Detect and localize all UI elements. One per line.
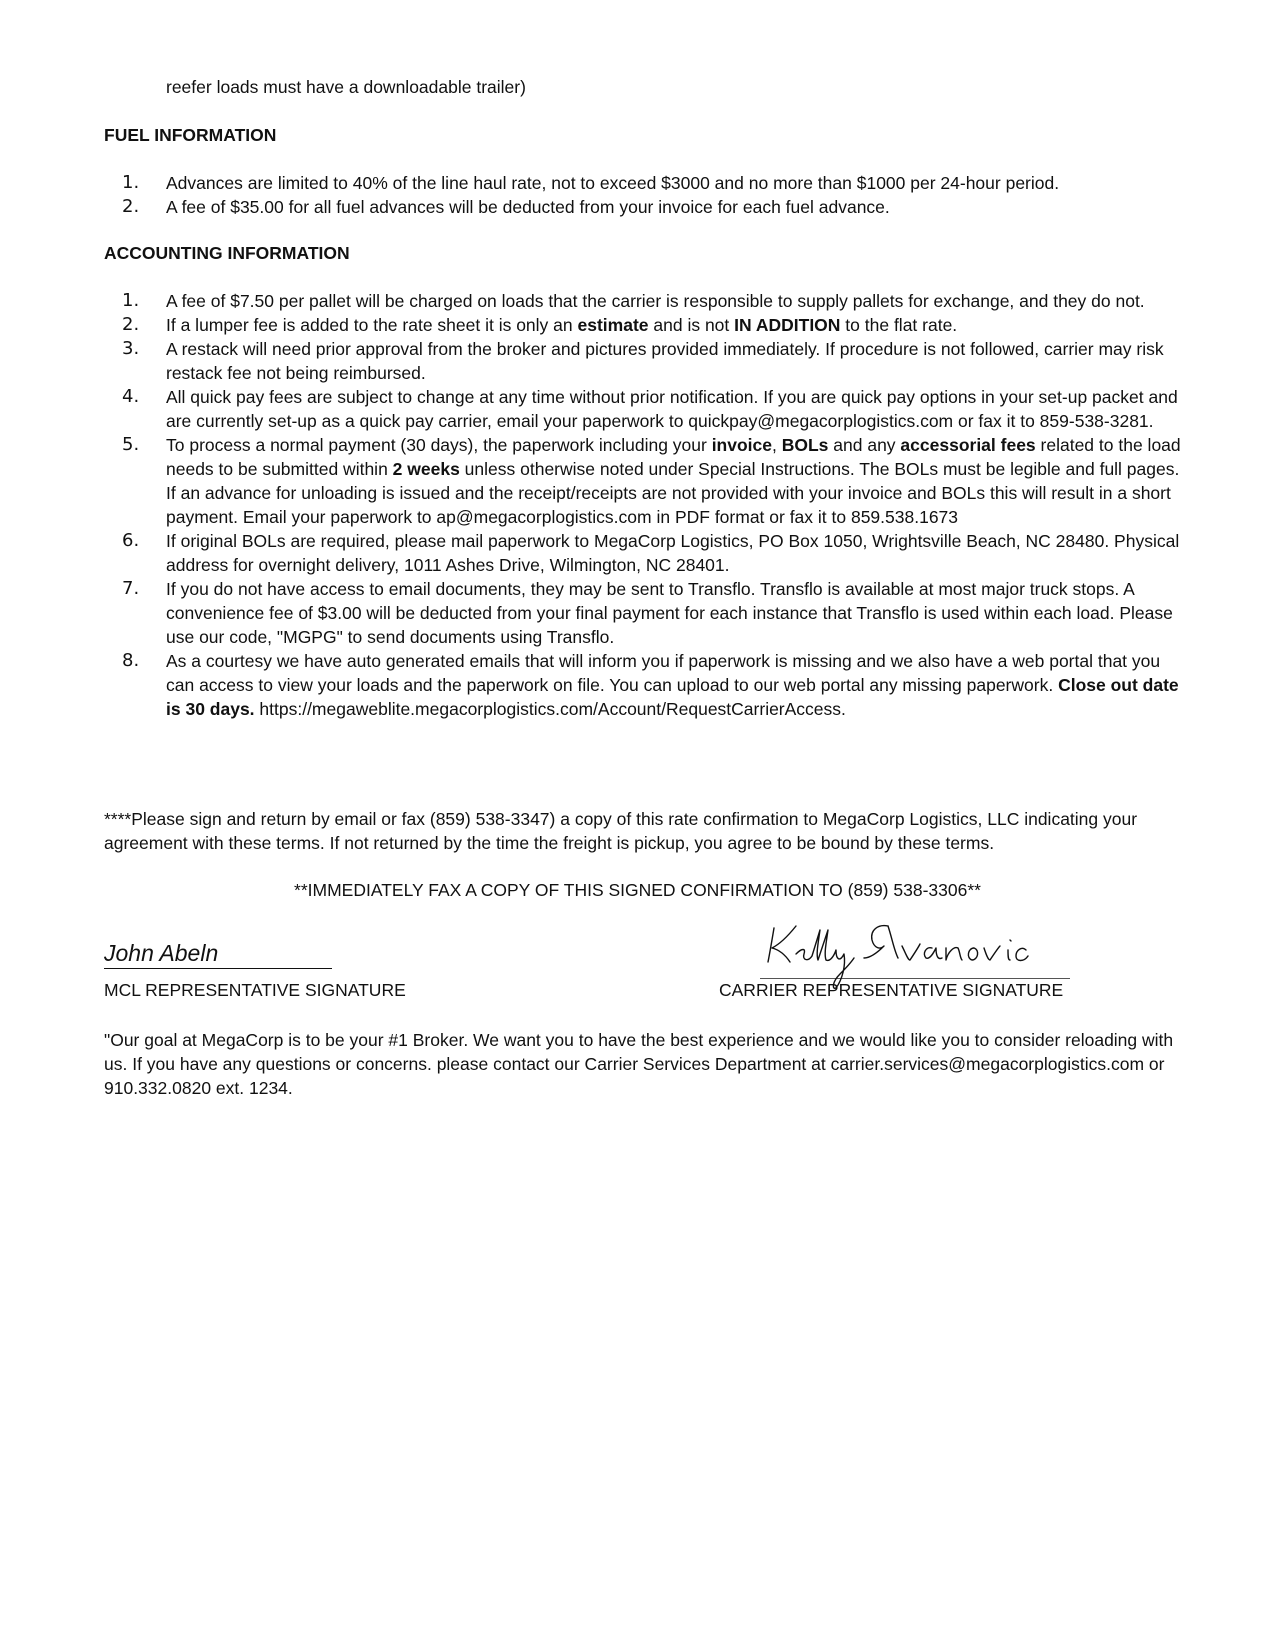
text-segment: If you do not have access to email documents, they may be sent to Transflo. Transflo is available at most major truck stops. A convenience fee of $3.00 will be deducted from your final payment for each instance that Transflo is used within each load. Please use our code, "MGPG" to send documents using Transflo. — [166, 579, 1173, 647]
list-item — [104, 313, 1184, 337]
text-segment: and any — [828, 435, 901, 455]
bold-text: 2 weeks — [392, 459, 460, 479]
text-segment: and is not — [648, 315, 735, 335]
text-segment: If a lumper fee is added to the rate sheet it is only an — [166, 315, 578, 335]
list-item — [104, 195, 1184, 219]
text-segment: , — [772, 435, 782, 455]
text-segment: Advances are limited to 40% of the line haul rate, not to exceed $3000 and no more than $1000 per 24-hour period. — [166, 173, 1060, 193]
list-item — [104, 529, 1184, 577]
text-segment: to the flat rate. — [840, 315, 958, 335]
text-segment: A fee of $7.50 per pallet will be charged on loads that the carrier is responsible to supply pallets for exchange, and they do not. — [166, 291, 1145, 311]
list-item-text — [166, 171, 1184, 195]
list-item — [104, 649, 1184, 721]
list-item-text — [166, 337, 1184, 385]
list-item-text — [166, 433, 1184, 529]
list-item — [104, 337, 1184, 385]
list-item — [104, 433, 1184, 529]
list-number: 2. — [122, 196, 140, 217]
bold-text: estimate — [577, 315, 649, 335]
bold-text: Close out date is 30 days. — [166, 675, 1179, 719]
text-segment: All quick pay fees are subject to change at any time without prior notification. If you are quick pay options in your set-up packet and are currently set-up as a quick pay carrier, email your paperwork to quickpay@megacorplogistics.com or fax it to 859-538-3281. — [166, 387, 1178, 431]
text-segment: related to the load needs to be submitted within — [166, 435, 1181, 479]
fuel-list — [104, 171, 1184, 219]
accounting-heading: ACCOUNTING INFORMATION — [104, 243, 350, 263]
list-number: 1. — [122, 172, 140, 193]
bold-text: IN ADDITION — [734, 315, 841, 335]
bold-text: invoice — [711, 435, 772, 455]
carrier-signature — [760, 918, 1070, 979]
list-item-text — [166, 385, 1184, 433]
list-number: 7. — [122, 578, 140, 599]
fax-notice: **IMMEDIATELY FAX A COPY OF THIS SIGNED CONFIRMATION TO (859) 538-3306** — [294, 880, 981, 900]
list-number: 1. — [122, 290, 140, 311]
list-item-text — [166, 195, 1184, 219]
bold-text: accessorial fees — [900, 435, 1036, 455]
text-segment: A restack will need prior approval from the broker and pictures provided immediately. If procedure is not followed, carrier may risk restack fee not being reimbursed. — [166, 339, 1164, 383]
list-item — [104, 577, 1184, 649]
closing-message: "Our goal at MegaCorp is to be your #1 Broker. We want you to have the best experience and we would like you to consider reloading with us. If you have any questions or concerns. please contact our Carrier Services Department at carrier.services@megacorplogistics.com or 910.332.0820 ext. 1234. — [104, 1030, 1174, 1098]
bold-text: BOLs — [781, 435, 829, 455]
text-segment: As a courtesy we have auto generated emails that will inform you if paperwork is missing and we also have a web portal that you can access to view your loads and the paperwork on file. You can upload to our web portal any missing paperwork. — [166, 651, 1161, 695]
list-number: 3. — [122, 338, 140, 359]
text-segment: A fee of $35.00 for all fuel advances will be deducted from your invoice for each fuel advance. — [166, 197, 890, 217]
accounting-list — [104, 289, 1184, 721]
continued-text: reefer loads must have a downloadable trailer) — [166, 77, 526, 97]
list-item-text — [166, 577, 1184, 649]
list-item-text — [166, 289, 1184, 313]
list-number: 4. — [122, 386, 140, 407]
list-item — [104, 385, 1184, 433]
mcl-signature-name: John Abeln — [104, 938, 332, 969]
list-item — [104, 289, 1184, 313]
list-item-text — [166, 649, 1184, 721]
carrier-signature-label: CARRIER REPRESENTATIVE SIGNATURE — [719, 980, 1064, 1000]
text-segment: To process a normal payment (30 days), the paperwork including your — [166, 435, 712, 455]
list-number: 6. — [122, 530, 140, 551]
text-segment: If original BOLs are required, please mail paperwork to MegaCorp Logistics, PO Box 1050, Wrightsville Beach, NC 28480. Physical address for overnight delivery, 1011 Ashes Drive, Wilmington, NC 28401. — [166, 531, 1180, 575]
list-item-text — [166, 313, 1184, 337]
list-number: 8. — [122, 650, 140, 671]
fuel-heading: FUEL INFORMATION — [104, 125, 277, 145]
list-item — [104, 171, 1184, 195]
mcl-signature-label: MCL REPRESENTATIVE SIGNATURE — [104, 980, 406, 1000]
text-segment: https://megaweblite.megacorplogistics.com/Account/RequestCarrierAccess. — [254, 699, 846, 719]
list-item-text — [166, 529, 1184, 577]
return-note: ****Please sign and return by email or fax (859) 538-3347) a copy of this rate confirmation to MegaCorp Logistics, LLC indicating your agreement with these terms. If not returned by the time the freight is pickup, you agree to be bound by these terms. — [104, 809, 1138, 853]
text-segment: unless otherwise noted under Special Instructions. The BOLs must be legible and full pages. If an advance for unloading is issued and the receipt/receipts are not provided with your invoice and BOLs this will result in a short payment. Email your paperwork to ap@megacorplogistics.com in PDF format or fax it to 859.538.1673 — [166, 459, 1180, 527]
list-number: 2. — [122, 314, 140, 335]
list-number: 5. — [122, 434, 140, 455]
